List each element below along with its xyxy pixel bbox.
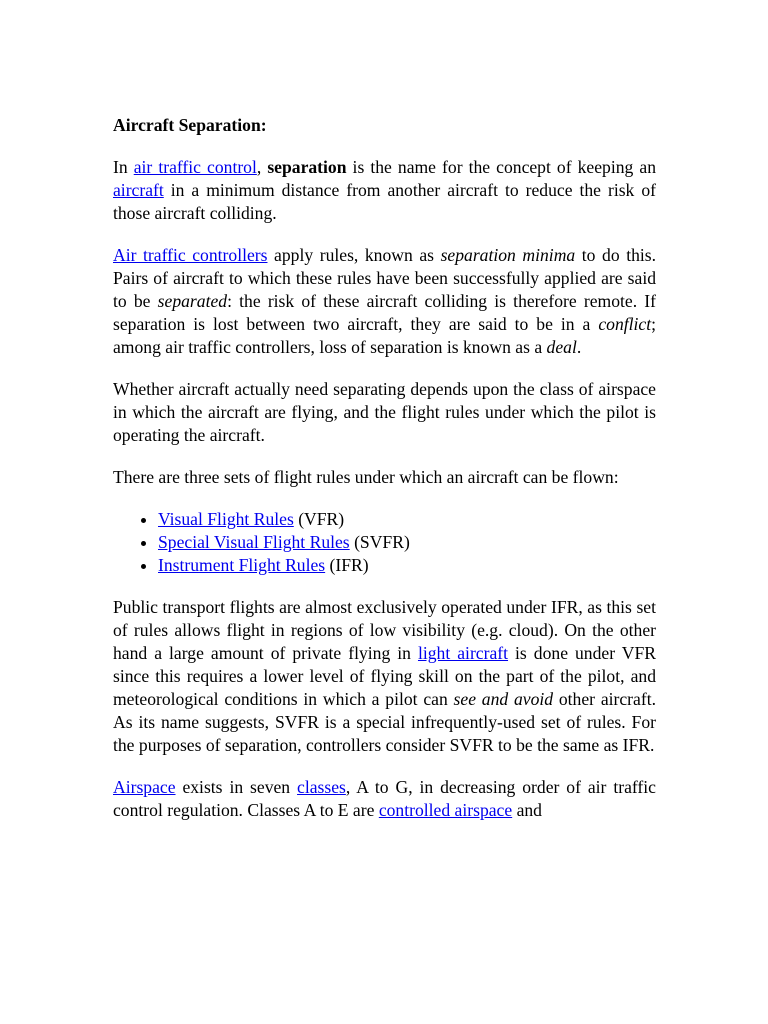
document-title: Aircraft Separation: [113,115,267,135]
controllers-paragraph [113,244,656,359]
classes-link[interactable]: classes [297,777,346,797]
flight-rules-intro-paragraph: There are three sets of flight rules under which an aircraft can be flown: [113,467,619,487]
conflict-term: conflict [598,314,652,334]
text-span: in a minimum distance from another aircraft to reduce the risk of those aircraft colliding. [113,180,656,223]
text-span: is done under VFR since this requires a lower level of flying skill on the part of the pilot, and meteorological conditions in which a pilot can [113,643,656,709]
text-span: , A to G, in decreasing order of air traffic control regulation. Classes A to E are [113,777,656,820]
separation-minima-term: separation minima [440,245,576,265]
document-page [113,114,656,841]
text-span: (IFR) [325,555,369,575]
text-span: (SVFR) [349,532,410,552]
flight-rules-list [113,508,656,577]
light-aircraft-link[interactable]: light aircraft [417,643,509,663]
text-span: and [512,800,542,820]
see-and-avoid-term: see and avoid [453,689,554,709]
deal-term: deal [546,337,577,357]
airspace-link[interactable]: Airspace [113,777,176,797]
text-span: apply rules, known as [267,245,441,265]
public-transport-paragraph [113,596,656,757]
separated-term: separated [157,291,228,311]
text-span: Public transport flights are almost exclusively operated under IFR, as this set of rules allows flight in regions of low visibility (e.g. cloud). On the other hand a large amount of private flying in [113,597,656,663]
text-span: In [113,157,134,177]
text-span: , [256,157,268,177]
air-traffic-controllers-link[interactable]: Air traffic controllers [113,245,268,265]
air-traffic-control-link[interactable]: air traffic control [133,157,257,177]
separation-term: separation [267,157,347,177]
list-item [158,554,656,577]
visual-flight-rules-link[interactable]: Visual Flight Rules [158,509,294,529]
text-span: ; among air traffic controllers, loss of separation is known as a [113,314,656,357]
intro-paragraph [113,156,656,225]
text-span: (VFR) [293,509,345,529]
text-span: . [576,337,582,357]
airspace-class-paragraph: Whether aircraft actually need separating depends upon the class of airspace in which the aircraft are flying, and the flight rules under which the pilot is operating the aircraft. [113,379,656,445]
aircraft-link[interactable]: aircraft [113,180,164,200]
special-visual-flight-rules-link[interactable]: Special Visual Flight Rules [158,532,350,552]
airspace-paragraph [113,776,656,822]
text-span: is the name for the concept of keeping an [346,157,656,177]
controlled-airspace-link[interactable]: controlled airspace [378,800,513,820]
list-item [158,508,656,531]
text-span: to do this. Pairs of aircraft to which these rules have been successfully applied are said to be [113,245,657,311]
text-span: exists in seven [175,777,298,797]
list-item [158,531,656,554]
text-span: other aircraft. As its name suggests, SVFR is a special infrequently-used set of rules. For the purposes of separation, controllers consider SVFR to be the same as IFR. [113,689,656,755]
instrument-flight-rules-link[interactable]: Instrument Flight Rules [158,555,326,575]
text-span: : the risk of these aircraft colliding is therefore remote. If separation is lost between two aircraft, they are said to be in a [113,291,657,334]
